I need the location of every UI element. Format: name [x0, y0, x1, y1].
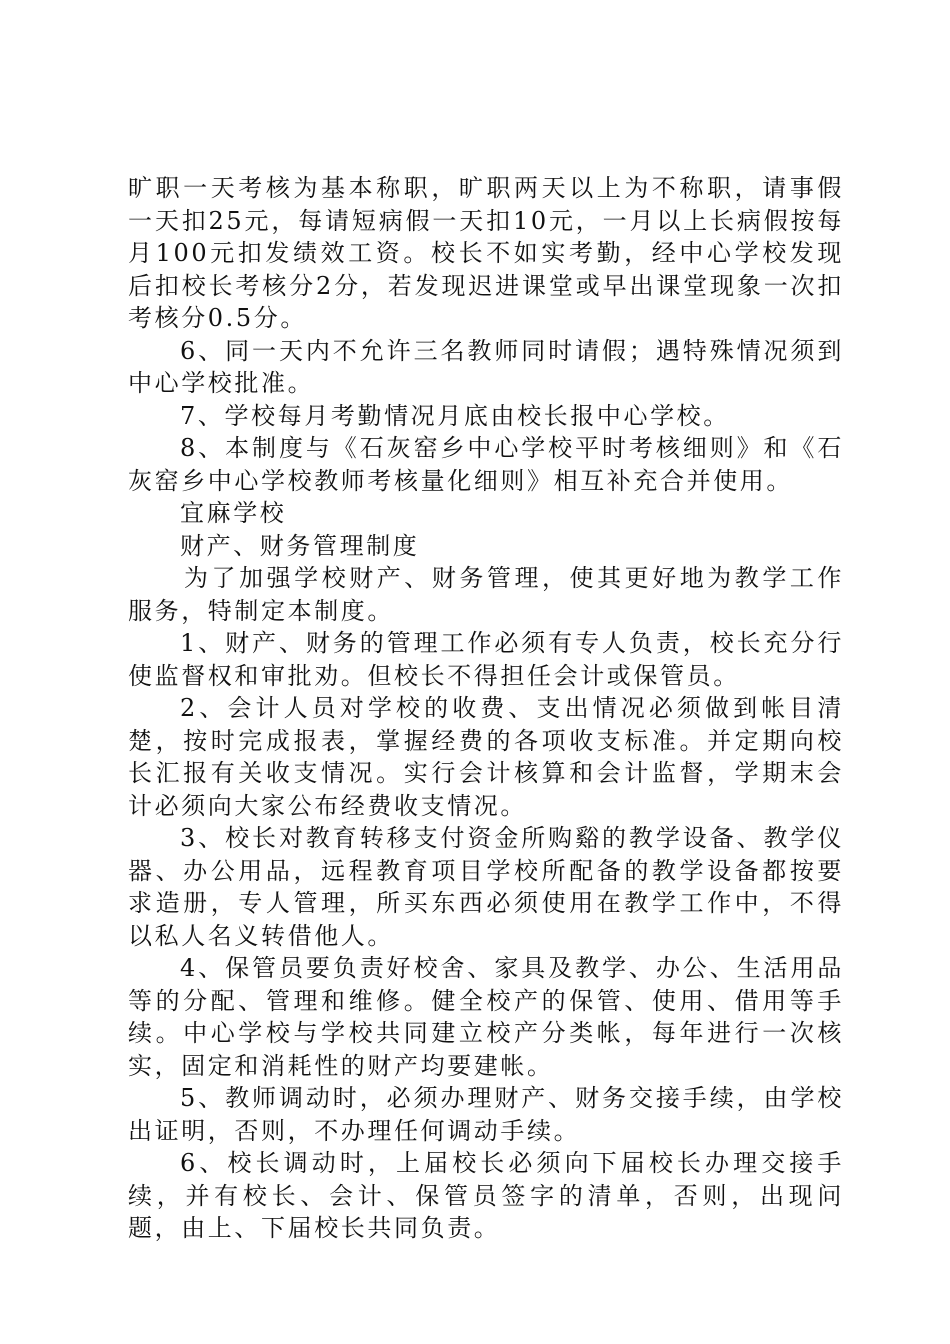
paragraph-attendance-penalty: 旷职一天考核为基本称职，旷职两天以上为不称职，请事假一天扣25元，每请短病假一天扣10元，一月以上长病假按每月100元扣发绩效工资。校长不如实考勤，经中心学校发现后扣校长考核分2分，若发现迟进课堂或早出课堂现象一次扣考核分0.5分。: [128, 174, 844, 332]
paragraph-rule-7-monthly-report: 7、学校每月考勤情况月底由校长报中心学校。: [180, 401, 730, 430]
paragraph-finance-6: 6、校长调动时，上届校长必须向下届校长办理交接手续，并有校长、会计、保管员签字的清单，否则，出现问题，由上、下届校长共同负责。: [128, 1149, 844, 1242]
paragraph-finance-4: 4、保管员要负责好校舍、家具及教学、办公、生活用品等的分配、管理和维修。健全校产的保管、使用、借用等手续。中心学校与学校共同建立校产分类帐，每年进行一次核实，固定和消耗性的财产均要建帐。: [128, 954, 844, 1080]
paragraph-finance-3: 3、校长对教育转移支付资金所购谿的教学设备、教学仪器、办公用品，远程教育项目学校所配备的教学设备都按要求造册，专人管理，所买东西必须使用在教学工作中，不得以私人名义转借他人。: [128, 824, 844, 950]
paragraph-finance-1: 1、财产、财务的管理工作必须有专人负责，校长充分行使监督权和审批劝。但校长不得担任会计或保管员。: [128, 629, 844, 690]
paragraph-finance-5: 5、教师调动时，必须办理财产、财务交接手续，由学校出证明，否则，不办理任何调动手续。: [128, 1084, 844, 1145]
school-name: 宜麻学校: [180, 499, 287, 527]
section-title: 财产、财务管理制度: [180, 531, 420, 560]
paragraph-rule-6-leave: 6、同一天内不允许三名教师同时请假；遇特殊情况须到中心学校批准。: [128, 336, 844, 397]
paragraph-rule-8-supplement: 8、本制度与《石灰窑乡中心学校平时考核细则》和《石灰窑乡中心学校教师考核量化细则》相互补充合并使用。: [128, 434, 844, 495]
paragraph-finance-2: 2、会计人员对学校的收费、支出情况必须做到帐目清楚，按时完成报表，掌握经费的各项收支标准。并定期向校长汇报有关收支情况。实行会计核算和会计监督，学期末会计必须向大家公布经费收支情况。: [128, 694, 844, 820]
paragraph-intro: 为了加强学校财产、财务管理，使其更好地为教学工作服务，特制定本制度。: [128, 564, 844, 625]
document-body: [128, 172, 844, 1245]
